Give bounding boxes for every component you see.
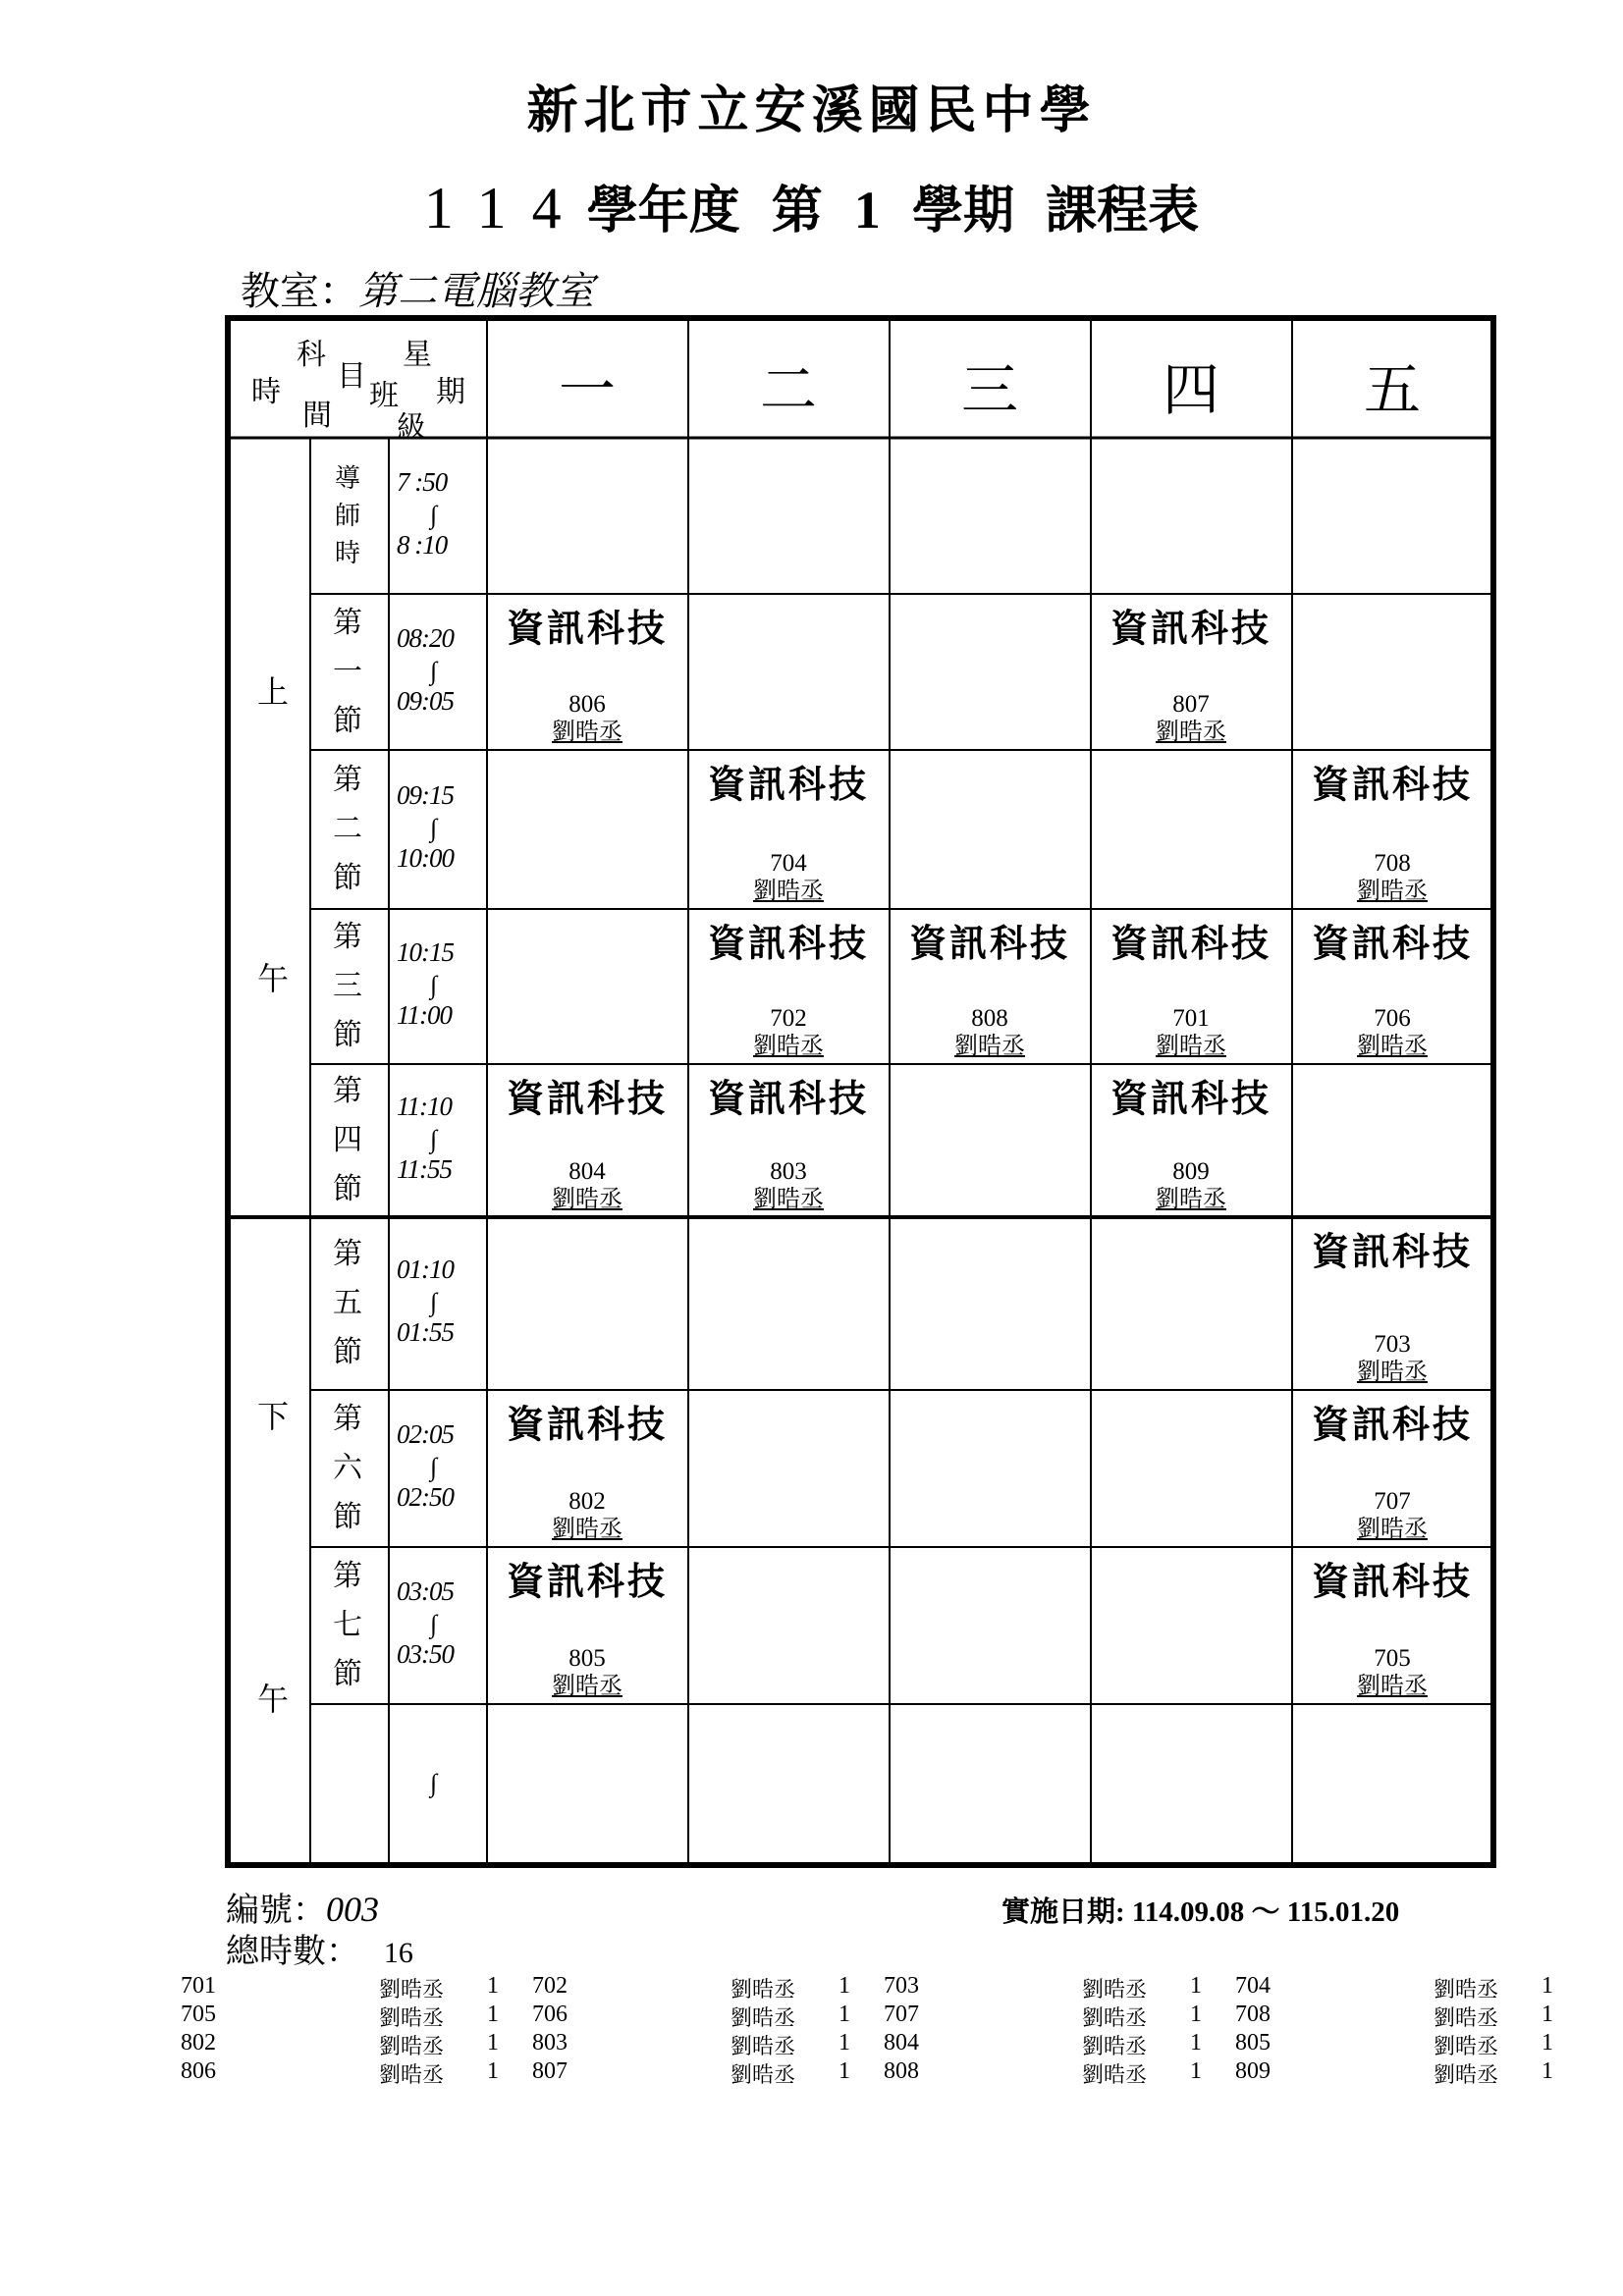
period-end-time: 8 :10 xyxy=(397,529,448,560)
summary-class: 806 xyxy=(181,2058,216,2084)
lesson-subject: 資訊科技 xyxy=(908,921,1070,965)
header-ke: 科 xyxy=(297,338,326,372)
lesson-teacher xyxy=(1292,1515,1492,1542)
lesson-subject: 資訊科技 xyxy=(1311,1559,1473,1603)
summary-hours: 1 xyxy=(487,2002,499,2027)
summary-teacher: 劉晧丞 xyxy=(1082,2006,1148,2031)
classroom-value: 第二電腦教室 xyxy=(358,269,594,314)
summary-entry xyxy=(884,1973,919,2000)
summary-class: 703 xyxy=(884,1973,919,1999)
period-end-time: 01:55 xyxy=(397,1317,454,1347)
lesson-teacher xyxy=(890,1032,1090,1059)
summary-hours: 1 xyxy=(839,1973,850,1999)
period-name xyxy=(310,1552,385,1699)
lesson-teacher-name: 劉晧丞 xyxy=(552,1515,622,1542)
summary-entry xyxy=(1235,2058,1271,2085)
lesson-subject: 資訊科技 xyxy=(506,1402,668,1446)
term-number: 1 xyxy=(853,181,881,240)
time-range-wave: ∫ xyxy=(430,971,437,999)
lesson-class: 809 xyxy=(1172,1158,1210,1185)
lesson-teacher-name: 劉晧丞 xyxy=(753,1185,824,1212)
summary-hours: 1 xyxy=(1190,1973,1202,1999)
period-end-time: 02:50 xyxy=(397,1482,454,1512)
lesson-teacher xyxy=(487,1672,687,1699)
period-time xyxy=(397,780,491,877)
summary-entry xyxy=(1542,2058,1553,2085)
summary-class: 701 xyxy=(181,1973,216,1999)
period-name-char: 節 xyxy=(333,861,362,895)
afternoon-char-2: 午 xyxy=(257,1681,290,1718)
summary-hours: 1 xyxy=(1190,2058,1202,2084)
school-year-label: 學年度 xyxy=(586,181,740,240)
period-end-time: 10:00 xyxy=(397,843,454,873)
period-name-char: 七 xyxy=(333,1608,362,1642)
summary-teacher: 劉晧丞 xyxy=(730,2035,796,2059)
lesson-subject: 資訊科技 xyxy=(1311,921,1473,965)
summary-entry xyxy=(1434,2058,1498,2089)
summary-class: 708 xyxy=(1235,2002,1271,2027)
lesson-teacher xyxy=(1091,718,1291,745)
day-header: 五 xyxy=(1363,356,1421,423)
effective-date: 實施日期: 114.09.08 ～ 115.01.20 xyxy=(1001,1896,1400,1928)
period-name-char: 第 xyxy=(333,920,362,954)
period-name-char: 節 xyxy=(333,1018,362,1052)
summary-entry xyxy=(487,2058,499,2085)
lesson-class: 705 xyxy=(1374,1645,1411,1672)
summary-class: 704 xyxy=(1235,1973,1271,1999)
schedule-id-value: 003 xyxy=(326,1890,379,1929)
school-year: 114 xyxy=(423,176,587,240)
summary-entry xyxy=(379,2058,444,2089)
period-name-char: 二 xyxy=(333,812,362,846)
period-name-char: 節 xyxy=(333,1657,362,1691)
summary-entry xyxy=(839,2002,850,2028)
period-name-char: 第 xyxy=(333,1237,362,1271)
summary-hours: 1 xyxy=(1542,1973,1553,1999)
lesson-teacher xyxy=(1091,1032,1291,1059)
time-range-wave: ∫ xyxy=(430,1288,437,1316)
lesson-teacher-name: 劉晧丞 xyxy=(1156,1185,1226,1212)
lesson-teacher-name: 劉晧丞 xyxy=(1357,877,1428,904)
lesson-class: 802 xyxy=(568,1488,606,1515)
lesson-class: 708 xyxy=(1374,850,1411,877)
lesson-teacher-name: 劉晧丞 xyxy=(1357,1032,1428,1059)
summary-entry xyxy=(487,1973,499,2000)
summary-teacher: 劉晧丞 xyxy=(730,2063,796,2088)
lesson-class: 805 xyxy=(568,1645,606,1672)
lesson-teacher-name: 劉晧丞 xyxy=(1357,1515,1428,1542)
summary-teacher: 劉晧丞 xyxy=(1434,1978,1499,2002)
summary-entry xyxy=(181,1973,216,2000)
lesson-teacher-name: 劉晧丞 xyxy=(1156,1032,1226,1059)
summary-entry xyxy=(839,2058,850,2085)
summary-teacher: 劉晧丞 xyxy=(379,1978,445,2002)
summary-entry xyxy=(1542,1973,1553,2000)
period-name-char: 五 xyxy=(333,1286,362,1320)
lesson-class: 701 xyxy=(1172,1005,1210,1032)
summary-entry xyxy=(379,1973,444,2003)
summary-entry xyxy=(1082,2002,1147,2032)
summary-entry xyxy=(1190,2058,1202,2085)
header-jian: 間 xyxy=(302,399,332,433)
period-name-char: 第 xyxy=(333,763,362,797)
summary-hours: 1 xyxy=(1190,2002,1202,2027)
period-name-char: 時 xyxy=(334,538,360,568)
summary-entry xyxy=(181,2058,216,2085)
lesson-class: 806 xyxy=(568,691,606,718)
summary-teacher: 劉晧丞 xyxy=(730,2006,796,2031)
header-shi: 時 xyxy=(251,375,281,409)
summary-class: 707 xyxy=(884,2002,919,2027)
summary-class: 807 xyxy=(532,2058,568,2084)
summary-class: 802 xyxy=(181,2030,216,2056)
summary-hours: 1 xyxy=(1542,2030,1553,2056)
total-hours-value: 16 xyxy=(383,1937,413,1969)
summary-class: 809 xyxy=(1235,2058,1271,2084)
summary-teacher: 劉晧丞 xyxy=(1434,2063,1499,2088)
morning-char-2: 午 xyxy=(257,960,290,997)
header-xing: 星 xyxy=(403,338,432,372)
lesson-teacher xyxy=(1091,1185,1291,1212)
period-name xyxy=(310,1230,385,1377)
period-name-char: 節 xyxy=(333,703,362,738)
summary-entry xyxy=(884,2002,919,2028)
period-name-char: 節 xyxy=(333,1335,362,1369)
summary-class: 803 xyxy=(532,2030,568,2056)
time-range-wave: ∫ xyxy=(430,500,437,529)
time-range-wave: ∫ xyxy=(430,814,437,842)
period-name-char: 第 xyxy=(333,605,362,640)
period-name-char: 一 xyxy=(333,654,362,689)
lesson-teacher-name: 劉晧丞 xyxy=(1156,718,1226,745)
lesson-teacher xyxy=(1292,1358,1492,1385)
period-start-time: 08:20 xyxy=(397,622,454,653)
period-name xyxy=(310,599,385,746)
period-name xyxy=(310,1067,385,1214)
lesson-subject: 資訊科技 xyxy=(506,1076,668,1120)
period-start-time: 02:05 xyxy=(397,1419,454,1449)
lesson-subject: 資訊科技 xyxy=(707,921,869,965)
period-name xyxy=(310,756,385,903)
period-name-char: 六 xyxy=(333,1451,362,1485)
total-hours-label: 總時數： xyxy=(226,1932,359,1971)
lesson-subject: 資訊科技 xyxy=(506,1559,668,1603)
summary-class: 702 xyxy=(532,1973,568,1999)
day-header: 三 xyxy=(960,356,1018,423)
summary-entry xyxy=(839,1973,850,2000)
lesson-teacher-name: 劉晧丞 xyxy=(954,1032,1025,1059)
lesson-teacher-name: 劉晧丞 xyxy=(753,1032,824,1059)
morning-char-1: 上 xyxy=(257,673,290,711)
lesson-class: 704 xyxy=(770,850,807,877)
summary-entry xyxy=(730,2002,795,2032)
summary-entry xyxy=(181,2030,216,2056)
period-time xyxy=(397,1255,491,1351)
summary-class: 805 xyxy=(1235,2030,1271,2056)
day-header: 一 xyxy=(558,356,616,423)
lesson-teacher xyxy=(487,1515,687,1542)
summary-entry xyxy=(884,2030,919,2056)
summary-entry xyxy=(1434,2002,1498,2032)
summary-entry xyxy=(1082,1973,1147,2003)
time-range-wave: ∫ xyxy=(430,1125,437,1153)
classroom xyxy=(241,260,594,316)
period-name-char: 導 xyxy=(334,463,360,494)
lesson-teacher-name: 劉晧丞 xyxy=(552,718,622,745)
lesson-subject: 資訊科技 xyxy=(1311,1402,1473,1446)
period-end-time: 09:05 xyxy=(397,685,454,716)
summary-entry xyxy=(1082,2058,1147,2089)
period-name-char: 節 xyxy=(333,1172,362,1206)
time-range-wave: ∫ xyxy=(430,1610,437,1638)
period-time xyxy=(397,467,491,563)
summary-entry xyxy=(532,2058,568,2085)
period-end-time: 03:50 xyxy=(397,1639,454,1669)
summary-entry xyxy=(1235,2002,1271,2028)
period-start-time: 09:15 xyxy=(397,780,454,810)
period-name-char: 第 xyxy=(333,1559,362,1593)
summary-class: 705 xyxy=(181,2002,216,2027)
period-time xyxy=(397,1419,491,1516)
summary-entry xyxy=(1235,2030,1271,2056)
period-end-time: 11:00 xyxy=(397,1000,452,1030)
period-name-char: 節 xyxy=(333,1500,362,1534)
lesson-class: 707 xyxy=(1374,1488,1411,1515)
schedule-title xyxy=(0,169,1623,242)
lesson-subject: 資訊科技 xyxy=(707,762,869,806)
doc-title: 課程表 xyxy=(1046,181,1200,240)
summary-entry xyxy=(379,2030,444,2060)
summary-entry xyxy=(487,2030,499,2056)
period-start-time: 01:10 xyxy=(397,1255,454,1284)
period-time xyxy=(397,1576,491,1673)
lesson-subject: 資訊科技 xyxy=(1311,1229,1473,1273)
summary-entry xyxy=(1434,1973,1498,2003)
summary-entry xyxy=(1235,1973,1271,2000)
classroom-label: 教室： xyxy=(241,269,358,314)
summary-entry xyxy=(532,2002,568,2028)
period-start-time: 03:05 xyxy=(397,1576,454,1606)
summary-entry xyxy=(730,2058,795,2089)
summary-entry xyxy=(839,2030,850,2056)
day-header: 二 xyxy=(759,356,817,423)
period-start-time: 7 :50 xyxy=(397,466,448,497)
schedule-id-label: 編號： xyxy=(226,1891,326,1930)
summary-class: 804 xyxy=(884,2030,919,2056)
period-name-char: 三 xyxy=(333,969,362,1003)
lesson-class: 703 xyxy=(1374,1331,1411,1358)
term-prefix: 第 xyxy=(771,181,823,240)
period-name xyxy=(310,460,385,572)
summary-hours: 1 xyxy=(487,1973,499,1999)
lesson-class: 807 xyxy=(1172,691,1210,718)
lesson-class: 808 xyxy=(971,1005,1008,1032)
lesson-subject: 資訊科技 xyxy=(1311,762,1473,806)
summary-entry xyxy=(181,2002,216,2028)
summary-teacher: 劉晧丞 xyxy=(1082,1978,1148,2002)
summary-hours: 1 xyxy=(487,2058,499,2084)
lesson-teacher-name: 劉晧丞 xyxy=(552,1672,622,1699)
summary-teacher: 劉晧丞 xyxy=(1434,2006,1499,2031)
period-end-time xyxy=(397,1798,491,1832)
lesson-subject: 資訊科技 xyxy=(1109,1076,1271,1120)
period-name-char: 第 xyxy=(333,1402,362,1436)
summary-entry xyxy=(1082,2030,1147,2060)
summary-entry xyxy=(730,2030,795,2060)
header-qi: 期 xyxy=(436,375,465,409)
lesson-teacher xyxy=(487,718,687,745)
summary-entry xyxy=(1542,2030,1553,2056)
lesson-subject: 資訊科技 xyxy=(707,1076,869,1120)
period-time xyxy=(397,1735,491,1832)
period-end-time: 11:55 xyxy=(397,1154,452,1184)
day-header: 四 xyxy=(1162,356,1219,423)
lesson-teacher xyxy=(688,877,889,904)
lesson-class: 803 xyxy=(770,1158,807,1185)
header-mu: 目 xyxy=(337,359,366,394)
summary-teacher: 劉晧丞 xyxy=(1082,2063,1148,2088)
lesson-teacher xyxy=(1292,877,1492,904)
summary-class: 808 xyxy=(884,2058,919,2084)
time-range-wave: ∫ xyxy=(430,1769,437,1797)
lesson-teacher xyxy=(1292,1032,1492,1059)
summary-entry xyxy=(1190,1973,1202,2000)
header-ji: 級 xyxy=(397,410,426,445)
summary-entry xyxy=(1542,2002,1553,2028)
period-name xyxy=(310,1395,385,1542)
summary-hours: 1 xyxy=(487,2030,499,2056)
time-range-wave: ∫ xyxy=(430,656,437,685)
summary-hours: 1 xyxy=(1190,2030,1202,2056)
summary-teacher: 劉晧丞 xyxy=(379,2006,445,2031)
lesson-teacher xyxy=(1292,1672,1492,1699)
afternoon-char-1: 下 xyxy=(257,1398,290,1435)
period-time xyxy=(397,937,491,1034)
period-name-char: 師 xyxy=(334,501,360,531)
summary-hours: 1 xyxy=(1542,2002,1553,2027)
summary-class: 706 xyxy=(532,2002,568,2027)
summary-entry xyxy=(487,2002,499,2028)
summary-hours: 1 xyxy=(839,2030,850,2056)
summary-entry xyxy=(884,2058,919,2085)
lesson-teacher xyxy=(688,1185,889,1212)
term-label: 學期 xyxy=(912,181,1015,240)
period-time xyxy=(397,623,491,720)
period-name-char: 四 xyxy=(333,1123,362,1157)
lesson-class: 804 xyxy=(568,1158,606,1185)
lesson-class: 702 xyxy=(770,1005,807,1032)
summary-teacher: 劉晧丞 xyxy=(1434,2035,1499,2059)
period-name-char: 第 xyxy=(333,1074,362,1108)
lesson-subject: 資訊科技 xyxy=(506,606,668,650)
summary-teacher: 劉晧丞 xyxy=(379,2035,445,2059)
lesson-teacher xyxy=(688,1032,889,1059)
summary-hours: 1 xyxy=(839,2002,850,2027)
lesson-teacher xyxy=(487,1185,687,1212)
header-ban: 班 xyxy=(369,379,399,413)
summary-entry xyxy=(730,1973,795,2003)
period-start-time: 11:10 xyxy=(397,1092,452,1121)
summary-hours: 1 xyxy=(839,2058,850,2084)
lesson-subject: 資訊科技 xyxy=(1109,921,1271,965)
summary-entry xyxy=(1434,2030,1498,2060)
period-time xyxy=(397,1092,491,1188)
total-hours xyxy=(226,1924,413,1972)
school-name: 新北市立安溪國民中學 xyxy=(526,80,1097,140)
time-range-wave: ∫ xyxy=(430,1453,437,1481)
lesson-subject: 資訊科技 xyxy=(1109,606,1271,650)
lesson-teacher-name: 劉晧丞 xyxy=(753,877,824,904)
period-start-time xyxy=(397,1735,491,1769)
summary-teacher: 劉晧丞 xyxy=(379,2063,445,2088)
summary-entry xyxy=(379,2002,444,2032)
lesson-class: 706 xyxy=(1374,1005,1411,1032)
summary-hours: 1 xyxy=(1542,2058,1553,2084)
lesson-teacher-name: 劉晧丞 xyxy=(1357,1358,1428,1385)
summary-entry xyxy=(532,1973,568,2000)
period-start-time: 10:15 xyxy=(397,937,454,967)
lesson-teacher-name: 劉晧丞 xyxy=(1357,1672,1428,1699)
summary-entry xyxy=(532,2030,568,2056)
summary-entry xyxy=(1190,2030,1202,2056)
summary-entry xyxy=(1190,2002,1202,2028)
summary-teacher: 劉晧丞 xyxy=(730,1978,796,2002)
summary-teacher: 劉晧丞 xyxy=(1082,2035,1148,2059)
period-name xyxy=(310,913,385,1060)
lesson-teacher-name: 劉晧丞 xyxy=(552,1185,622,1212)
